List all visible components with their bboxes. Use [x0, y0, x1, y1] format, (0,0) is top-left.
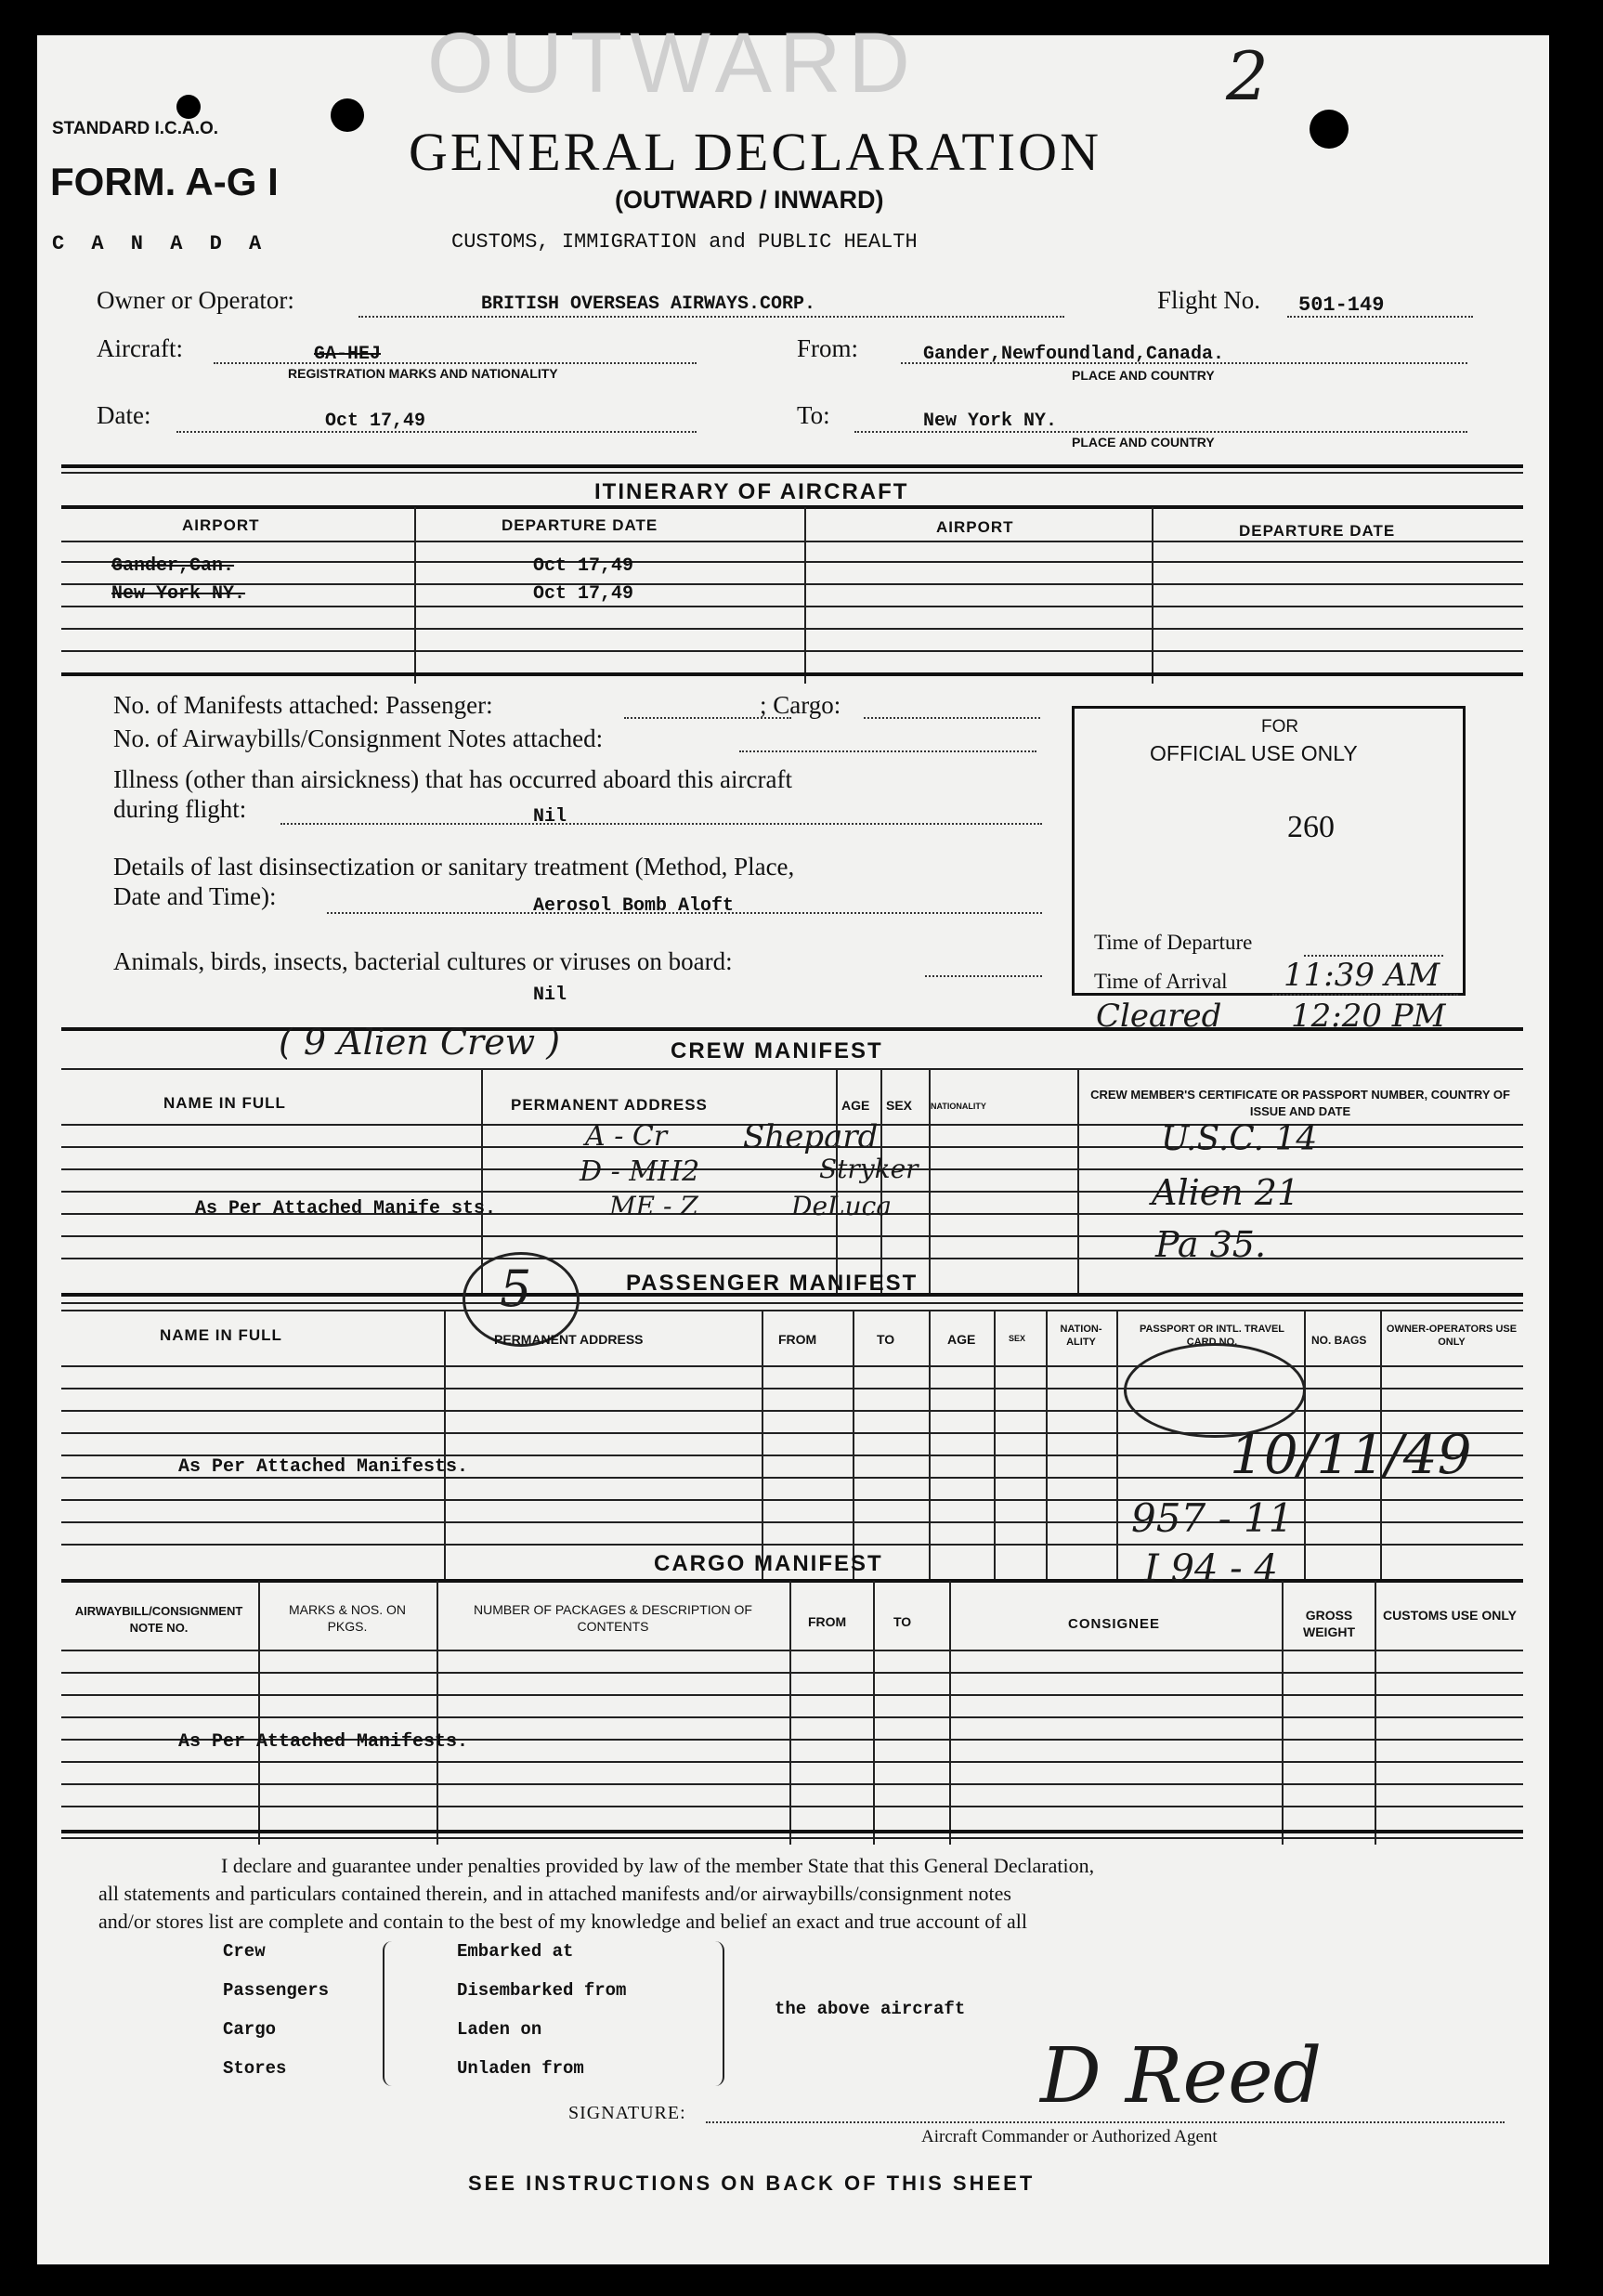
passenger-row-text: As Per Attached Manifests.: [178, 1456, 469, 1478]
passenger-hw-code: 957 - 11: [1131, 1495, 1294, 1541]
passenger-col-to: TO: [877, 1332, 895, 1347]
crew-hw-name: Stryker: [819, 1154, 919, 1184]
form-subtitle-2: CUSTOMS, IMMIGRATION and PUBLIC HEALTH: [451, 230, 918, 254]
crew-hw-certificate: Alien 21: [1152, 1172, 1300, 1213]
animals-value: Nil: [533, 985, 567, 1006]
corner-mark: 2: [1226, 37, 1269, 115]
declaration-left: Passengers: [223, 1980, 330, 2001]
passenger-col-age: AGE: [947, 1332, 976, 1347]
declaration-middle: Embarked at: [457, 1941, 574, 1962]
cargo-col-consignee: CONSIGNEE: [1068, 1616, 1161, 1632]
departure-time-label: Time of Departure: [1094, 931, 1253, 954]
cargo-manifests-label: ; Cargo:: [760, 691, 841, 719]
crew-hw-certificate: Pa 35.: [1155, 1224, 1267, 1265]
punch-hole: [1310, 110, 1349, 149]
crew-col-sex: SEX: [886, 1098, 913, 1113]
standard-label: STANDARD I.C.A.O.: [52, 119, 219, 138]
arrival-time-value: 11:39 AM: [1284, 957, 1440, 994]
crew-hw-line: ME - Z: [609, 1191, 698, 1221]
crew-hw-line: A - Cr: [585, 1120, 668, 1153]
official-title: OFFICIAL USE ONLY: [1150, 741, 1358, 765]
crew-col-certificate: CREW MEMBER'S CERTIFICATE OR PASSPORT NUMBER, COUNTRY OF ISSUE AND DATE: [1090, 1088, 1510, 1118]
itinerary-row-airport: New York NY.: [111, 583, 246, 605]
official-number: 260: [1287, 810, 1335, 844]
declaration-brace: [383, 1941, 397, 2086]
passenger-col-name: NAME IN FULL: [160, 1326, 282, 1344]
registration-note: REGISTRATION MARKS AND NATIONALITY: [288, 366, 558, 381]
declaration-right: the above aircraft: [775, 1999, 966, 2019]
declaration-line: all statements and particulars contained therein, and in attached manifests and/or airwaybills/consignment notes: [98, 1882, 1011, 1905]
crew-hw-name: Shepard: [743, 1118, 879, 1155]
illness-value: Nil: [533, 806, 567, 828]
from-note: PLACE AND COUNTRY: [1072, 368, 1215, 383]
declaration-middle: Unladen from: [457, 2058, 584, 2079]
itinerary-row-date: Oct 17,49: [533, 555, 634, 577]
declaration-left: Cargo: [223, 2019, 277, 2040]
cleared-label: Cleared: [1096, 998, 1222, 1035]
passenger-col-sex: SEX: [1009, 1334, 1026, 1343]
crew-col-name: NAME IN FULL: [163, 1094, 286, 1112]
declaration-brace: [710, 1941, 724, 2086]
cargo-col-packages: NUMBER OF PACKAGES & DESCRIPTION OF CONTENTS: [473, 1602, 752, 1634]
passenger-count: 5: [500, 1259, 532, 1318]
passenger-col-passport: PASSPORT OR INTL. TRAVEL CARD NO.: [1139, 1324, 1285, 1348]
disinsect-label: Details of last disinsectization or sanitary treatment (Method, Place,: [113, 853, 795, 881]
cargo-col-weight: GROSS WEIGHT: [1303, 1608, 1355, 1639]
declaration-middle: Disembarked from: [457, 1980, 627, 2001]
punch-hole: [176, 95, 201, 119]
passenger-col-from: FROM: [778, 1332, 817, 1347]
signature: D Reed: [1040, 2032, 1323, 2120]
signature-label: SIGNATURE:: [568, 2103, 686, 2123]
declaration-line: I declare and guarantee under penalties provided by law of the member State that this General Declaration,: [221, 1854, 1095, 1877]
declaration-middle: Laden on: [457, 2019, 542, 2040]
crew-col-address: PERMANENT ADDRESS: [511, 1096, 708, 1114]
owner-label: Owner or Operator:: [97, 286, 294, 314]
cargo-title: CARGO MANIFEST: [654, 1551, 883, 1576]
declaration-left: Stores: [223, 2058, 287, 2079]
itinerary-col-airport: AIRPORT: [182, 516, 260, 534]
from-value: Gander,Newfoundland,Canada.: [923, 344, 1225, 365]
itinerary-row-airport: Gander,Can.: [111, 555, 235, 577]
arrival-time-label: Time of Arrival: [1094, 970, 1228, 993]
flight-value: 501-149: [1298, 294, 1385, 317]
from-label: From:: [797, 334, 859, 362]
official-for: FOR: [1261, 717, 1299, 737]
disinsect-label-2: Date and Time):: [113, 882, 277, 910]
passenger-hw-date: 10/11/49: [1230, 1423, 1472, 1486]
declaration-left: Crew: [223, 1941, 266, 1962]
cargo-row-text: As Per Attached Manifests.: [178, 1731, 469, 1753]
aircraft-label: Aircraft:: [97, 334, 183, 362]
declaration-sheet: [37, 16, 1549, 2264]
disinsect-value: Aerosol Bomb Aloft: [533, 895, 735, 917]
passenger-hw-code: I 94 - 4: [1144, 1547, 1278, 1590]
to-note: PLACE AND COUNTRY: [1072, 435, 1215, 450]
aircraft-value: GA-HEJ: [314, 344, 382, 365]
passenger-col-nationality: NATION-ALITY: [1060, 1324, 1102, 1348]
crew-hw-name: DeLuca: [791, 1191, 893, 1221]
passenger-title: PASSENGER MANIFEST: [626, 1271, 919, 1296]
passenger-col-address: PERMANENT ADDRESS: [494, 1332, 644, 1347]
form-number: FORM. A-G I: [50, 160, 279, 203]
airwaybills-label: No. of Airwaybills/Consignment Notes attached:: [113, 724, 604, 752]
punch-hole: [331, 98, 364, 132]
commander-label: Aircraft Commander or Authorized Agent: [921, 2127, 1218, 2146]
itinerary-col-date-2: DEPARTURE DATE: [1239, 522, 1396, 540]
crew-title: CREW MANIFEST: [671, 1038, 883, 1063]
cargo-col-from: FROM: [808, 1614, 847, 1629]
crew-row-text: As Per Attached Manife sts.: [195, 1198, 497, 1220]
manifests-label: No. of Manifests attached: Passenger:: [113, 691, 493, 719]
declaration-line: and/or stores list are complete and contain to the best of my knowledge and belief an exact and true account of all: [98, 1910, 1028, 1933]
country-label: C A N A D A: [52, 232, 269, 255]
outward-stamp: OUTWARD: [427, 16, 918, 111]
cleared-value: 12:20 PM: [1291, 998, 1446, 1035]
to-value: New York NY.: [923, 411, 1058, 432]
illness-label-2: during flight:: [113, 795, 247, 823]
flight-label: Flight No.: [1157, 286, 1261, 314]
itinerary-title: ITINERARY OF AIRCRAFT: [594, 479, 909, 504]
to-label: To:: [797, 401, 830, 429]
itinerary-row-date: Oct 17,49: [533, 583, 634, 605]
date-value: Oct 17,49: [325, 411, 426, 432]
cargo-col-to: TO: [893, 1614, 912, 1629]
owner-value: BRITISH OVERSEAS AIRWAYS.CORP.: [481, 294, 816, 315]
animals-label: Animals, birds, insects, bacterial cultures or viruses on board:: [113, 947, 733, 975]
crew-col-nationality: NATIONALITY: [931, 1102, 986, 1111]
illness-label: Illness (other than airsickness) that has occurred aboard this aircraft: [113, 765, 792, 793]
crew-col-age: AGE: [841, 1098, 870, 1113]
date-label: Date:: [97, 401, 151, 429]
cargo-col-customs: CUSTOMS USE ONLY: [1383, 1608, 1517, 1623]
crew-hw-certificate: U.S.C. 14: [1161, 1120, 1318, 1158]
passenger-col-bags: NO. BAGS: [1311, 1334, 1367, 1347]
cargo-col-airwaybill: AIRWAYBILL/CONSIGNMENT NOTE NO.: [74, 1604, 243, 1635]
footer-instructions: SEE INSTRUCTIONS ON BACK OF THIS SHEET: [468, 2172, 1036, 2195]
passenger-col-owner: OWNER-OPERATORS USE ONLY: [1386, 1324, 1518, 1348]
form-title: GENERAL DECLARATION: [409, 122, 1101, 182]
crew-hw-line: D - MH2: [580, 1155, 700, 1188]
crew-annotation: ( 9 Alien Crew ): [279, 1022, 561, 1063]
itinerary-col-date: DEPARTURE DATE: [502, 516, 658, 534]
cargo-col-marks: MARKS & NOS. ON PKGS.: [288, 1602, 407, 1634]
itinerary-col-airport-2: AIRPORT: [936, 518, 1014, 536]
form-subtitle: (OUTWARD / INWARD): [615, 186, 884, 214]
